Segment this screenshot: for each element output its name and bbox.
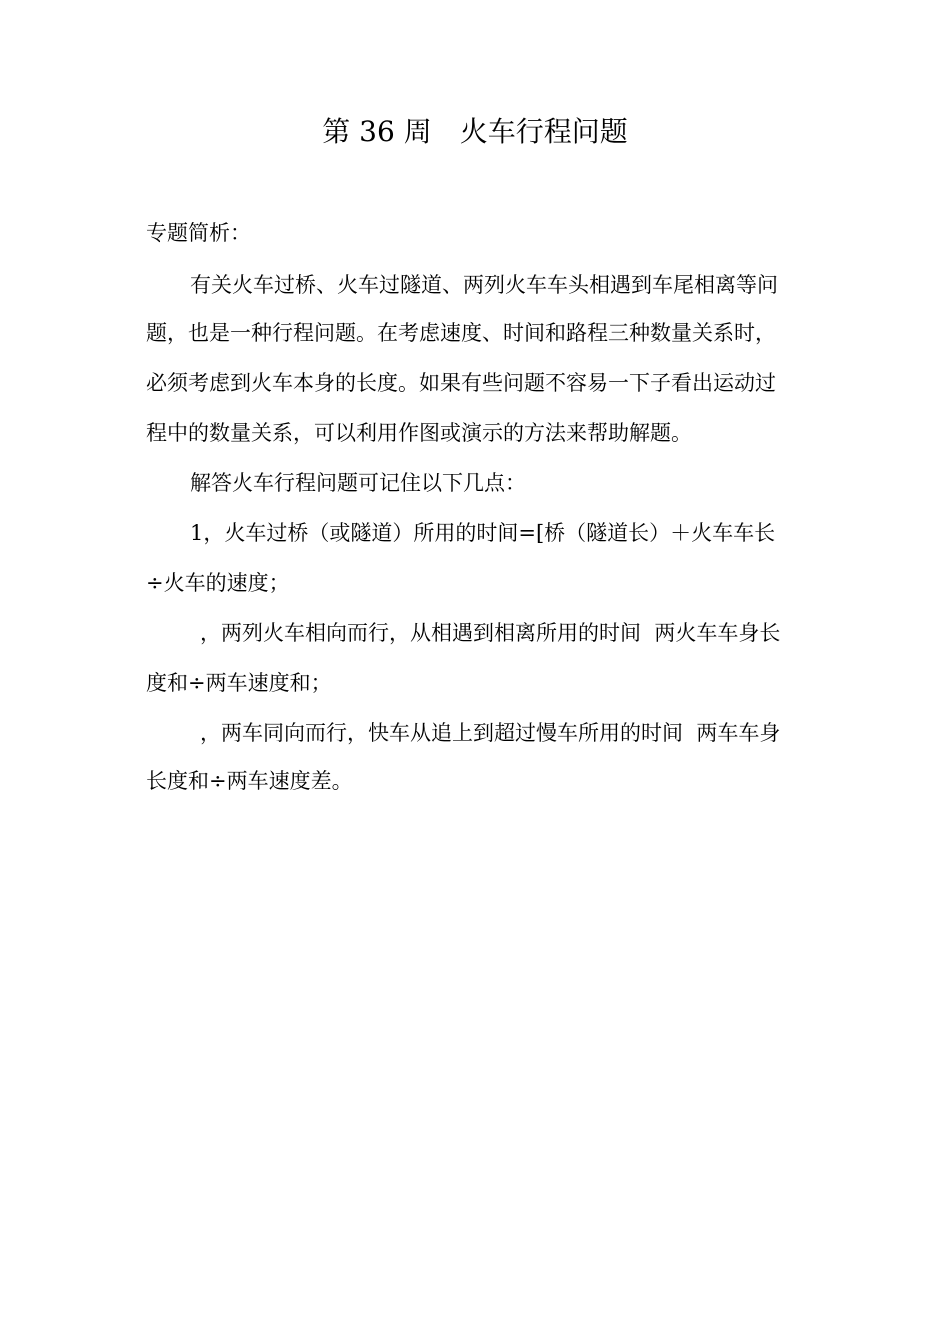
list-item-line: ，两列火车相向而行，从相遇到相离所用的时间 两火车车身长	[200, 621, 781, 645]
list-item-line: 度和÷两车速度和；	[146, 671, 332, 695]
list-item-line: 1，火车过桥（或隧道）所用的时间=[桥（隧道长）＋火车车长	[190, 521, 776, 545]
paragraph-line: 解答火车行程问题可记住以下几点：	[190, 471, 526, 495]
page-title: 第 36 周 火车行程问题	[322, 115, 628, 148]
paragraph-line: 有关火车过桥、火车过隧道、两列火车车头相遇到车尾相离等问	[190, 273, 778, 297]
list-item-line: 长度和÷两车速度差。	[146, 769, 353, 793]
list-item-line: ÷火车的速度；	[146, 571, 290, 595]
list-item-line: ，两车同向而行，快车从追上到超过慢车所用的时间 两车车身	[200, 721, 781, 745]
paragraph-line: 题，也是一种行程问题。在考虑速度、时间和路程三种数量关系时，	[146, 321, 776, 345]
section-heading: 专题简析：	[146, 221, 251, 245]
paragraph-line: 程中的数量关系，可以利用作图或演示的方法来帮助解题。	[146, 421, 692, 445]
paragraph-line: 必须考虑到火车本身的长度。如果有些问题不容易一下子看出运动过	[146, 371, 776, 395]
